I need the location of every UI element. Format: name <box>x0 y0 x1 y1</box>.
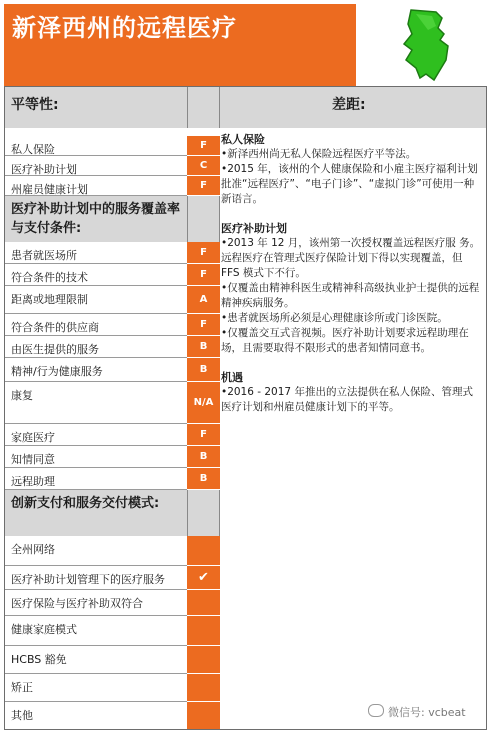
table-row: 由医生提供的服务 <box>5 336 187 358</box>
grade-badge: B <box>187 336 220 358</box>
checkmark-icon: ✔ <box>187 566 220 590</box>
table-row: HCBS 豁免 <box>5 646 187 674</box>
table-row: 知情同意 <box>5 446 187 468</box>
table-row: 全州网络 <box>5 536 187 566</box>
gap-heading: 医疗补助计划 <box>221 222 287 235</box>
gap-bullet: •患者就医场所必须是心理健康诊所或门诊医院。 <box>221 312 448 324</box>
gap-block-medicaid <box>221 221 483 356</box>
grade-badge: F <box>187 264 220 286</box>
table-row: 符合条件的技术 <box>5 264 187 286</box>
grade-badge <box>187 702 220 729</box>
table-row: 符合条件的供应商 <box>5 314 187 336</box>
grade-badge <box>187 590 220 616</box>
gaps-column-header <box>220 87 486 128</box>
table-row: 家庭医疗 <box>5 424 187 446</box>
gap-bullet: •2013 年 12 月，该州第一次授权覆盖远程医疗服 务。远程医疗在管理式医疗保险计划下得以实现覆盖，但 FFS 模式下不行。 <box>221 237 481 279</box>
logo-area <box>356 4 487 86</box>
table-row: 医疗补助计划管理下的医疗服务 <box>5 566 187 590</box>
header-banner <box>4 4 356 86</box>
table-row: 康复 <box>5 382 187 424</box>
table-row: 患者就医场所 <box>5 242 187 264</box>
gaps-heading: 差距: <box>332 97 366 113</box>
gap-block-private-insurance <box>221 132 483 207</box>
table-row: 医疗补助计划 <box>5 156 187 176</box>
table-row: 精神/行为健康服务 <box>5 358 187 382</box>
table-row: 距离或地理限制 <box>5 286 187 314</box>
grade-column-header <box>187 87 220 128</box>
grade-badge <box>187 646 220 674</box>
table-row: 远程助理 <box>5 468 187 490</box>
grade-badge: B <box>187 358 220 382</box>
gap-bullet: •2015 年，该州的个人健康保险和小雇主医疗福利计划批准“远程医疗”、“电子门诊”、“虚拟门诊”可使用一种新语言。 <box>221 163 478 205</box>
grade-badge <box>187 674 220 702</box>
equality-column-header <box>5 87 187 128</box>
table-row: 私人保险 <box>5 136 187 156</box>
grade-badge: F <box>187 314 220 336</box>
grade-badge: B <box>187 468 220 490</box>
gap-bullet: •仅覆盖交互式音视频。医疗补助计划要求远程助理在场，且需要取得不限形式的患者知情同意书。 <box>221 327 469 354</box>
table-row: 矫正 <box>5 674 187 702</box>
gaps-panel <box>221 128 483 415</box>
grade-badge: F <box>187 424 220 446</box>
grade-badge <box>187 616 220 646</box>
new-jersey-map-icon <box>356 4 487 86</box>
section-header: 创新支付和服务交付模式: <box>5 490 187 536</box>
watermark <box>368 704 466 720</box>
gap-block-opportunity <box>221 370 483 415</box>
grade-badge: B <box>187 446 220 468</box>
gap-heading: 机遇 <box>221 371 243 384</box>
grade-badge: N/A <box>187 382 220 424</box>
gap-heading: 私人保险 <box>221 133 265 146</box>
grade-badge <box>187 536 220 566</box>
grade-badge: F <box>187 242 220 264</box>
page-title: 新泽西州的远程医疗 <box>12 14 237 42</box>
section-grade-spacer <box>187 490 220 536</box>
table-row: 其他 <box>5 702 187 729</box>
table-row: 医疗保险与医疗补助双符合 <box>5 590 187 616</box>
watermark-text: 微信号: vcbeat <box>388 706 466 719</box>
wechat-icon <box>368 704 384 717</box>
grade-badge: F <box>187 176 220 196</box>
equality-heading: 平等性: <box>11 97 59 113</box>
grade-badge: A <box>187 286 220 314</box>
grade-badge: C <box>187 156 220 176</box>
gap-bullet: •2016 - 2017 年推出的立法提供在私人保险、管理式医疗计划和州雇员健康计划下的平等。 <box>221 386 473 413</box>
section-grade-spacer <box>187 196 220 242</box>
gap-bullet: •新泽西州尚无私人保险远程医疗平等法。 <box>221 148 417 160</box>
table-row: 健康家庭模式 <box>5 616 187 646</box>
gap-bullet: •仅覆盖由精神科医生或精神科高级执业护士提供的远程精神疾病服务。 <box>221 282 480 309</box>
table-row: 州雇员健康计划 <box>5 176 187 196</box>
section-header: 医疗补助计划中的服务覆盖率与支付条件: <box>5 196 187 242</box>
grade-badge: F <box>187 136 220 156</box>
